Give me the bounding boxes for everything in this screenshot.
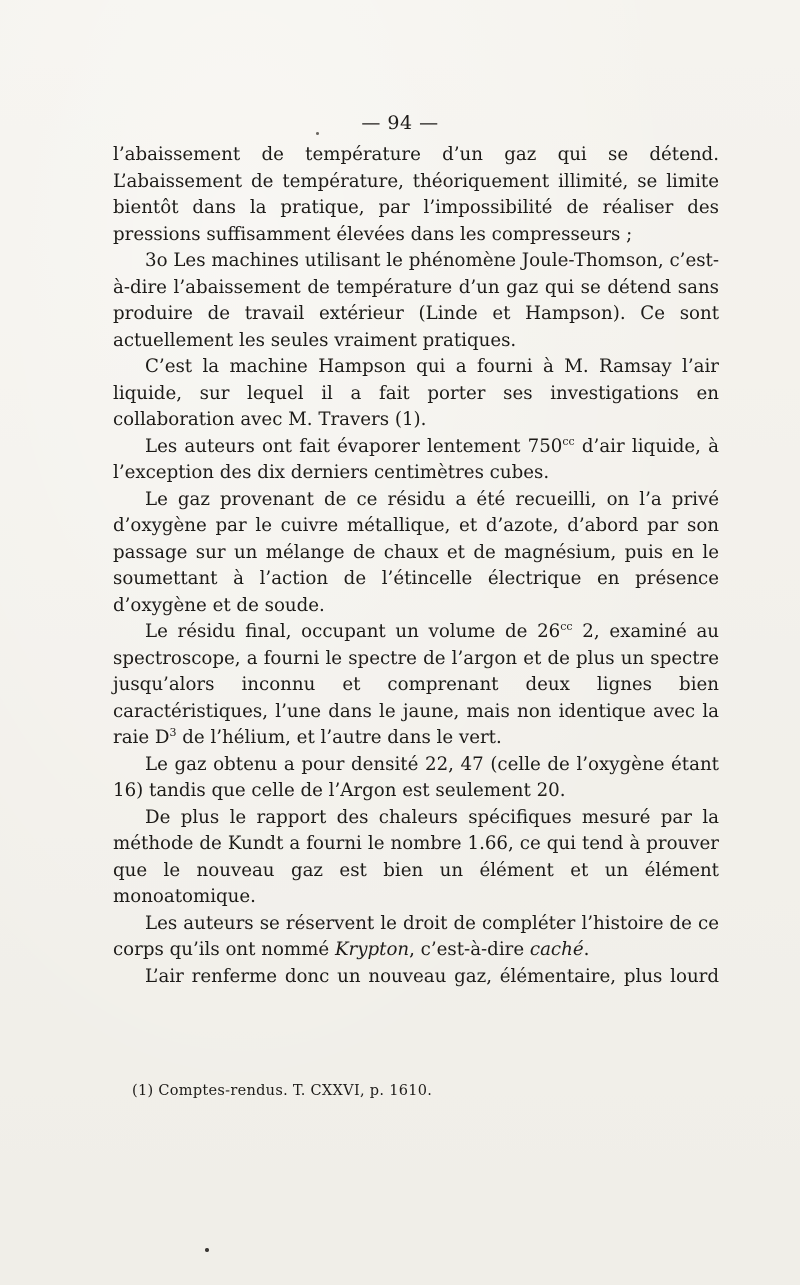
body-text [113, 142, 719, 990]
paragraph: L’air renferme donc un nouveau gaz, élémentaire, plus lourd [145, 965, 719, 987]
text-run: Le résidu final, occupant un volume de 26 [145, 621, 561, 642]
paragraph: Le gaz provenant de ce résidu a été recueilli, on l’a privé d’oxygène par le cuivre métallique, et d’azote, d’abord par son passage sur un mélange de chaux et de magnésium, puis en le soumettant à l’action de l’étincelle électrique en présence d’oxygène et de soude. [113, 488, 719, 616]
paragraph: l’abaissement de température d’un gaz qui se détend. L’abaissement de température, théoriquement illimité, se limite bientôt dans la pratique, par l’impossibilité de réaliser des pressions suffisamment élevées dans les compresseurs ; [113, 144, 719, 245]
text-run: Les auteurs ont fait évaporer lentement 750 [145, 435, 563, 457]
unit-superscript: cc [560, 619, 573, 633]
unit-superscript: cc [562, 434, 575, 448]
page-number: — 94 — [361, 112, 439, 134]
ink-speck [205, 1248, 209, 1252]
paragraph: Le gaz obtenu a pour densité 22, 47 (celle de l’oxygène étant 16) tandis que celle de l’Argon est seulement 20. [113, 753, 719, 801]
footnote: (1) Comptes-rendus. T. CXXVI, p. 1610. [132, 1083, 433, 1099]
italic-term: Krypton [334, 939, 410, 960]
text-run: Les auteurs se réservent le droit de compléter l’histoire de ce corps qu’ils ont nommé [113, 912, 719, 960]
paragraph [113, 911, 719, 964]
text-run: d’air liquide, à l’exception des dix derniers centimètres cubes. [113, 435, 719, 483]
paragraph: De plus le rapport des chaleurs spécifiques mesuré par la méthode de Kundt a fourni le nombre 1.66, ce qui tend à prouver que le nouveau gaz est bien un élément et un élément monoatomique. [113, 806, 719, 907]
italic-term: caché [529, 939, 584, 960]
text-run: 2, examiné au spectroscope, a fourni le spectre de l’argon et de plus un spectre jusqu’alors inconnu et comprenant deux lignes bien caractéristiques, l’une dans le jaune, mais non identique avec la raie D [113, 621, 719, 748]
text-run: , c’est-à-dire [409, 939, 530, 960]
text-run: . [583, 939, 590, 960]
line-index-superscript: 3 [169, 725, 177, 739]
paragraph: C’est la machine Hampson qui a fourni à M. Ramsay l’air liquide, sur lequel il a fait porter ses investigations en collaboration avec M. Travers (1). [113, 356, 719, 430]
text-run: de l’hélium, et l’autre dans le vert. [176, 727, 502, 748]
paragraph [113, 619, 719, 752]
paragraph: 3o Les machines utilisant le phénomène Joule-Thomson, c’est-à-dire l’abaissement de température d’un gaz qui se détend sans produire de travail extérieur (Linde et Hampson). Ce sont actuellement les seules vraiment pratiques. [113, 250, 719, 351]
ink-speck [316, 132, 319, 135]
paragraph [113, 434, 719, 487]
